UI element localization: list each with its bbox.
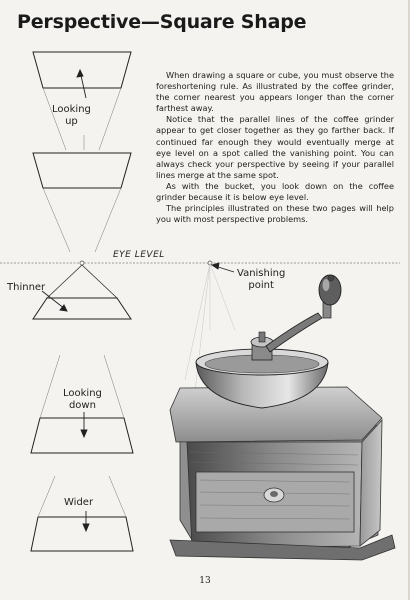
eye-level-line [0,261,400,265]
label-line: down [68,400,96,411]
paragraph: When drawing a square or cube, you must observe the foreshortening rule. As illustrated by the coffee grinder, the corner nearest you appears longer than the corner farthest away. [156,70,394,114]
label-looking-up [52,104,91,128]
arrow-down-icon [81,412,87,437]
label-line: point [248,280,274,291]
arrow-up-icon [77,70,86,98]
paragraph: As with the bucket, you look down on the coffee grinder because it is below eye level. [156,180,394,203]
coffee-grinder-illustration [170,263,395,560]
label-thinner: Thinner [7,282,46,293]
label-line: Looking [63,388,102,399]
label-eye-level: EYE LEVEL [113,250,165,260]
shape-looking-up [33,52,131,150]
shape-thinner [33,265,131,319]
arrow-wider-icon [83,511,89,531]
label-wider: Wider [64,497,94,508]
page-number: 13 [199,576,211,586]
label-line: up [65,116,78,127]
label-line: Looking [52,104,91,115]
paragraph: Notice that the parallel lines of the coffee grinder appear to get closer together as they go farther back. If continued far enough they would eventually merge at eye level on a spot called the vanishing point. You can always check your perspective by seeing if your parallel lines merge at the same spot. [156,114,394,180]
shape-square-top [33,153,131,252]
label-line: Vanishing [237,268,286,279]
shape-wider [31,476,133,551]
page-title: Perspective—Square Shape [17,11,307,33]
arrow-vanishing-icon [212,263,234,272]
label-looking-down [63,388,102,412]
paragraph: The principles illustrated on these two pages will help you with most perspective problems. [156,203,394,225]
label-vanishing-point [237,268,285,292]
arrow-thinner-icon [42,291,67,311]
